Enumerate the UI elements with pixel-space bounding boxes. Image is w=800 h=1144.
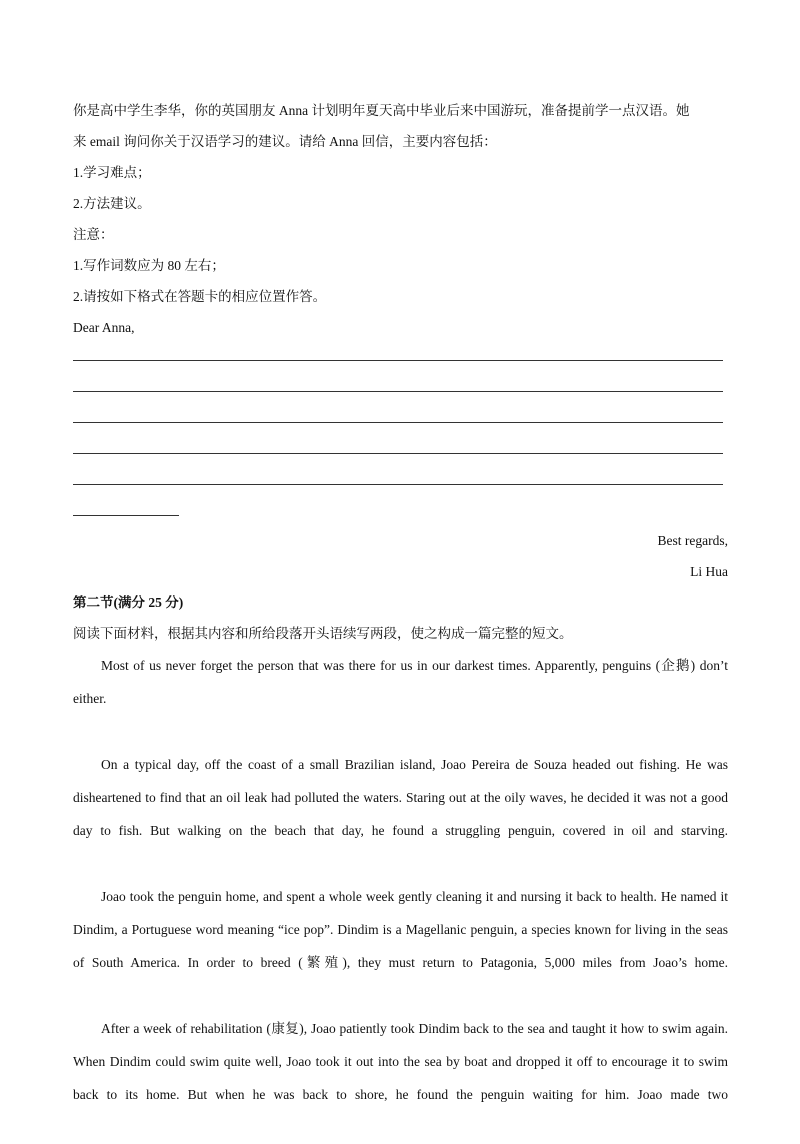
answer-line [73, 360, 723, 361]
worksheet-page [73, 95, 728, 1144]
content-point-1: 1.学习难点； [73, 165, 151, 180]
section-heading: 第二节(满分 25 分) [73, 595, 184, 610]
prompt-line-1: 你是高中学生李华，你的英国朋友 Anna 计划明年夏天高中毕业后来中国游玩，准备提前学一点汉语。她 [73, 103, 690, 118]
section-instruction: 阅读下面材料，根据其内容和所给段落开头语续写两段，使之构成一篇完整的短文。 [73, 626, 573, 641]
story-paragraph: On a typical day, off the coast of a small Brazilian island, Joao Pereira de Souza headed out fishing. He was disheartened to find that an oil leak had polluted the waters. Staring out at the oily waves, he decided it was not a good day to fish. But walking on the beach that day, he found a struggling penguin, covered in oil and starving. [73, 757, 728, 838]
answer-line [73, 391, 723, 392]
note-label: 注意： [73, 227, 114, 242]
answer-line [73, 422, 723, 423]
note-2: 2.请按如下格式在答题卡的相应位置作答。 [73, 289, 327, 304]
story-paragraph: Joao took the penguin home, and spent a whole week gently cleaning it and nursing it back to health. He named it Dindim, a Portuguese word meaning “ice pop”. Dindim is a Magellanic penguin, a species known for living in the seas of South America. In order to breed (繁殖), they must return to Patagonia, 5,000 miles from Joao’s home. [73, 889, 728, 970]
closing: Best regards, [657, 533, 728, 548]
story-paragraph: Most of us never forget the person that was there for us in our darkest times. Apparently, penguins (企鹅) don’t either. [73, 658, 728, 706]
signature: Li Hua [690, 564, 728, 579]
content-point-2: 2.方法建议。 [73, 196, 151, 211]
answer-line [73, 453, 723, 454]
story-paragraph: After a week of rehabilitation (康复), Joao patiently took Dindim back to the sea and taught it how to swim again. When Dindim could swim quite well, Joao took it out into the sea by boat and dropped it off to encourage it to swim back to its home. But when he was back to shore, he found the penguin waiting for him. Joao made two [73, 1021, 728, 1102]
note-1: 1.写作词数应为 80 左右； [73, 258, 225, 273]
answer-line-short [73, 515, 179, 516]
answer-line [73, 484, 723, 485]
prompt-line-2: 来 email 询问你关于汉语学习的建议。请给 Anna 回信，主要内容包括： [73, 134, 497, 149]
salutation: Dear Anna, [73, 320, 135, 335]
